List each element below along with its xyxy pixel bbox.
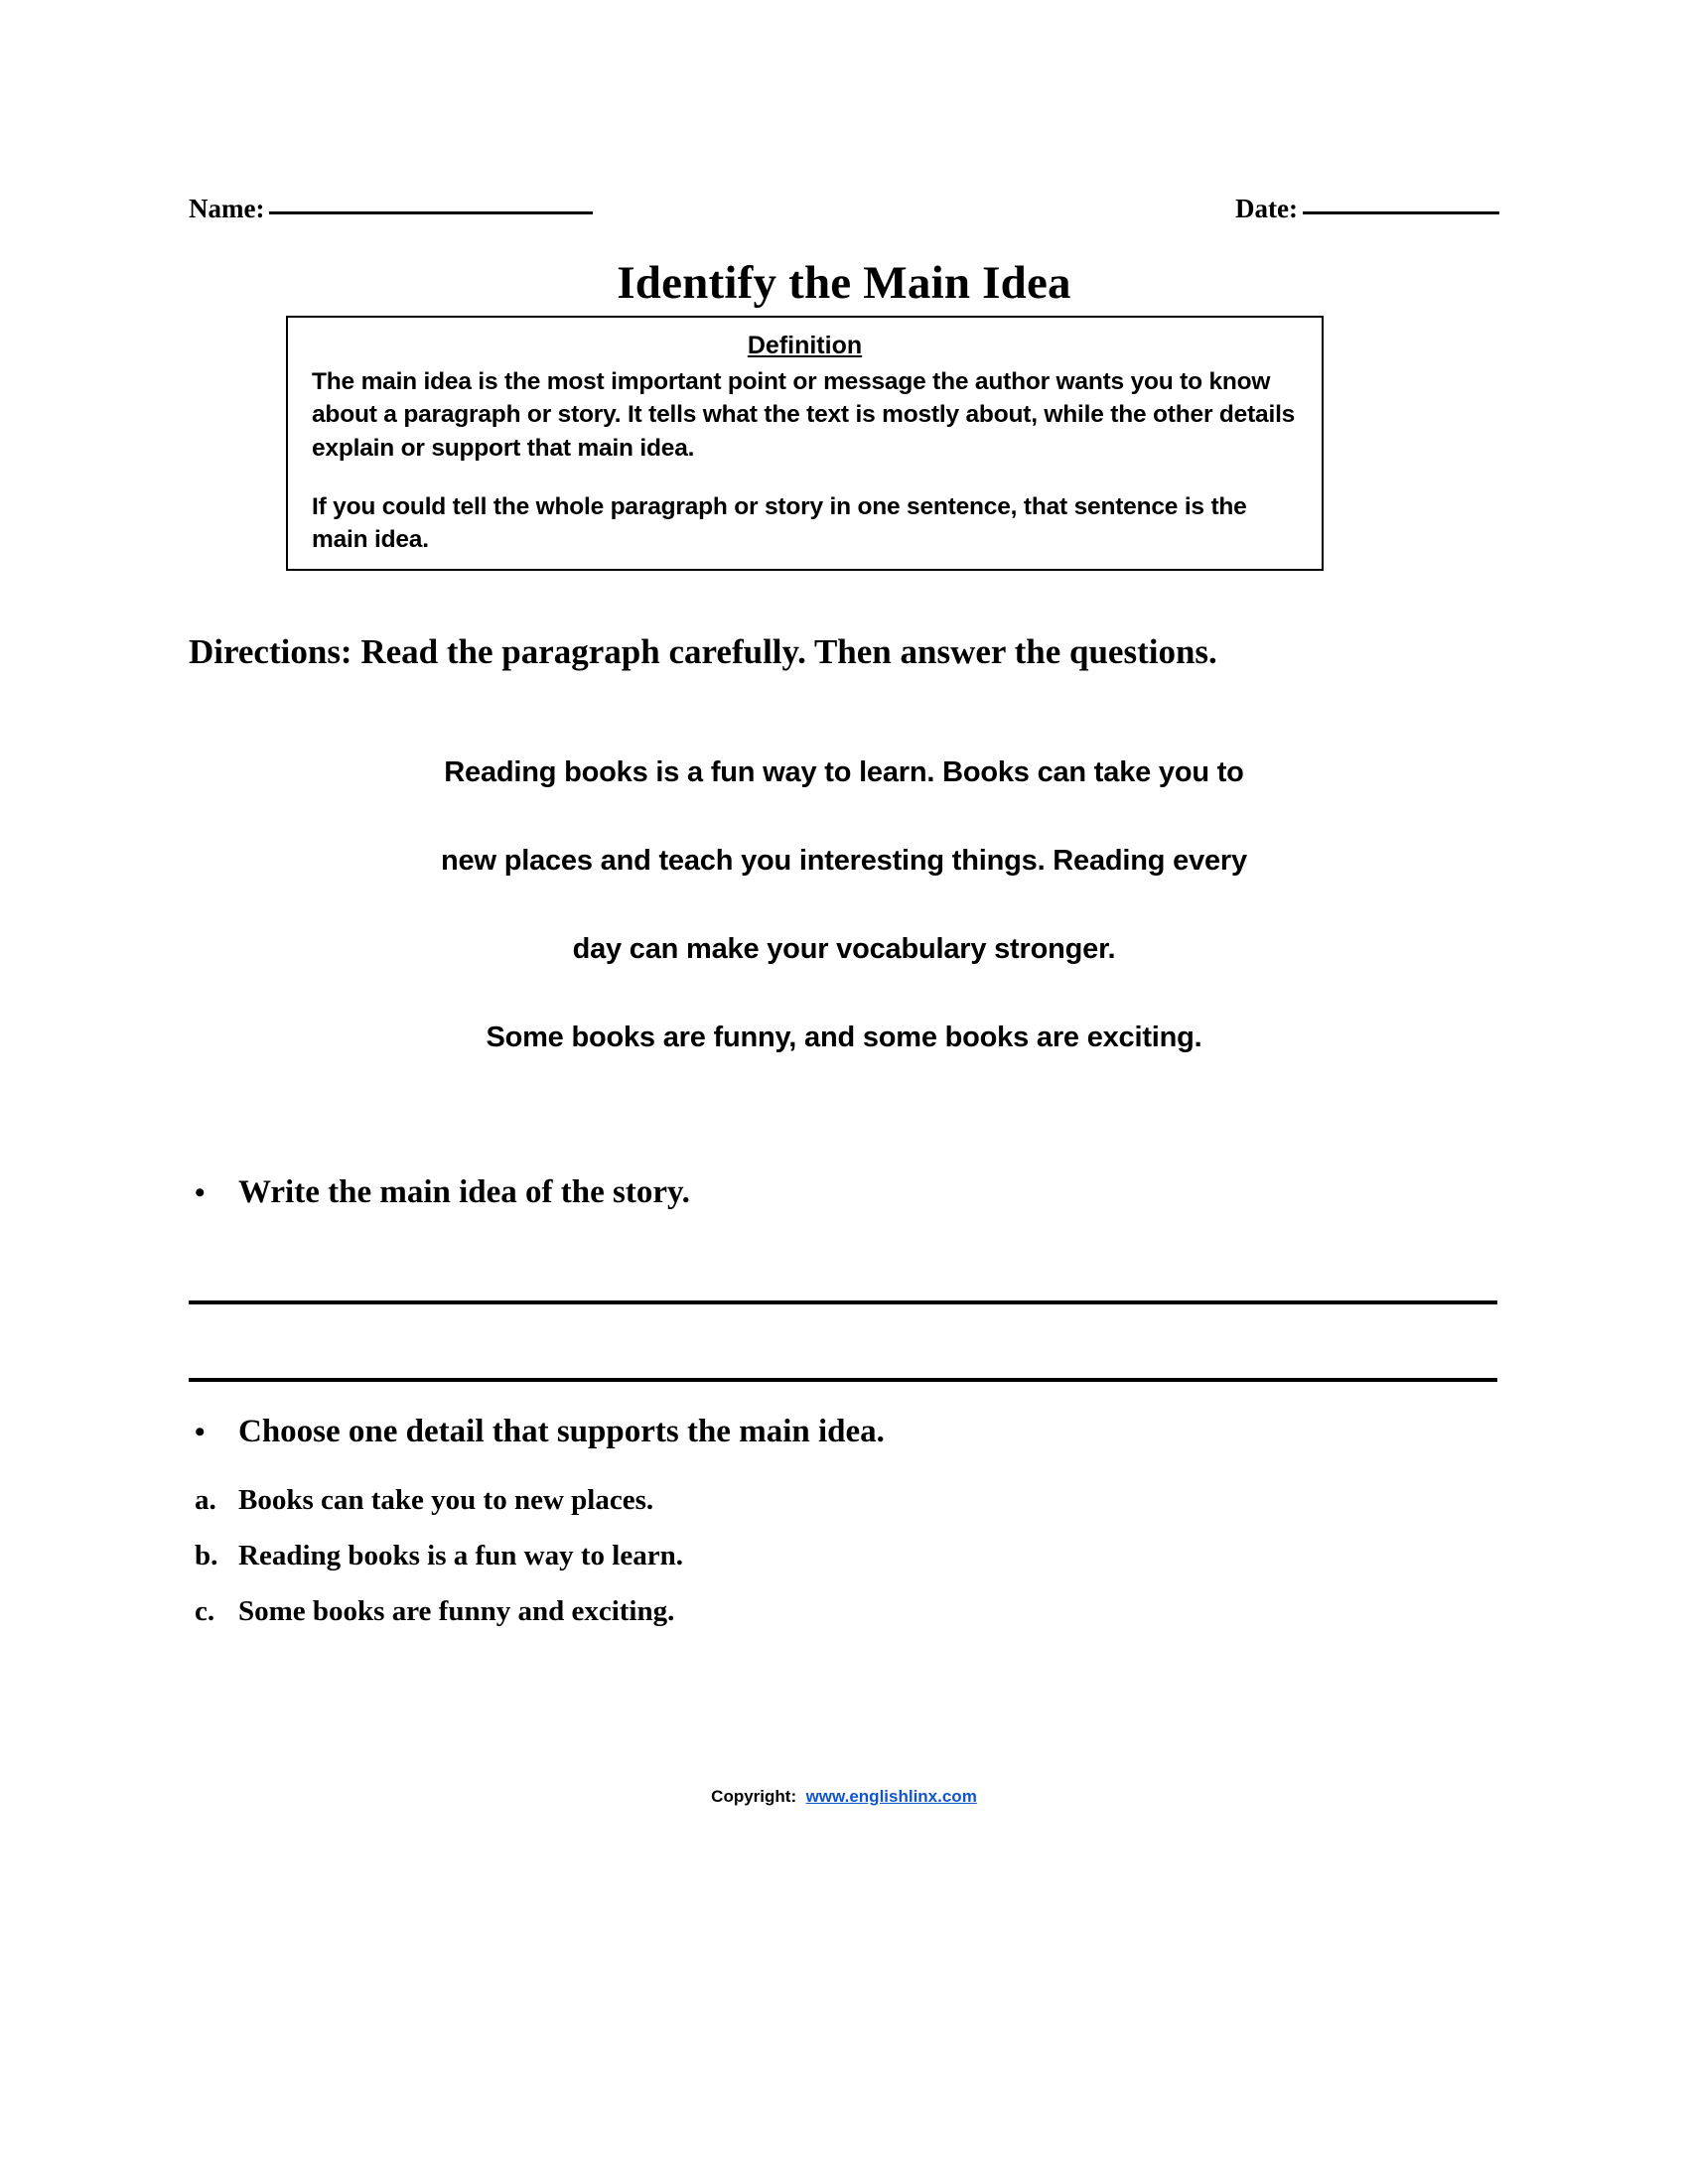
directions-text: Directions: Read the paragraph carefully. Then answer the questions. <box>189 632 1217 671</box>
option-text: Some books are funny and exciting. <box>238 1595 675 1627</box>
definition-spacer <box>312 465 1298 490</box>
student-info-row <box>189 194 1499 224</box>
date-field <box>1235 194 1499 224</box>
option-letter: c. <box>195 1595 215 1627</box>
option-text: Reading books is a fun way to learn. <box>238 1540 683 1571</box>
definition-paragraph-1: The main idea is the most important point or message the author wants you to know about a paragraph or story. It tells what the text is mostly about, while the other details explain or support that main idea. <box>312 368 1296 462</box>
option-text: Books can take you to new places. <box>238 1484 654 1516</box>
bullet-icon: • <box>195 1176 206 1209</box>
name-label: Name: <box>189 194 265 223</box>
date-write-in-line[interactable] <box>1303 210 1499 214</box>
question-choose-detail <box>195 1414 885 1450</box>
option-letter: b. <box>195 1540 218 1571</box>
copyright-footer <box>0 1787 1688 1807</box>
copyright-link[interactable]: www.englishlinx.com <box>805 1787 977 1806</box>
definition-box <box>286 316 1324 571</box>
answer-write-in-line[interactable] <box>189 1378 1497 1382</box>
name-field <box>189 194 593 224</box>
page-title: Identify the Main Idea <box>617 257 1071 309</box>
definition-paragraph-2: If you could tell the whole paragraph or story in one sentence, that sentence is the main idea. <box>312 492 1247 554</box>
story-paragraph <box>189 756 1499 1054</box>
story-line: Reading books is a fun way to learn. Books can take you to <box>444 756 1244 788</box>
option-c[interactable] <box>195 1595 674 1628</box>
question-write-main-idea <box>195 1174 690 1211</box>
story-line: day can make your vocabulary stronger. <box>572 933 1116 965</box>
option-a[interactable] <box>195 1484 653 1517</box>
question-label: Write the main idea of the story. <box>238 1174 690 1210</box>
option-b[interactable] <box>195 1540 683 1572</box>
bullet-icon: • <box>195 1416 206 1448</box>
option-letter: a. <box>195 1484 216 1516</box>
story-line: Some books are funny, and some books are exciting. <box>486 1022 1202 1053</box>
question-label: Choose one detail that supports the main idea. <box>238 1414 885 1449</box>
definition-heading: Definition <box>747 332 863 359</box>
copyright-label: Copyright: <box>711 1787 797 1806</box>
date-label: Date: <box>1235 194 1298 223</box>
story-line: new places and teach you interesting things. Reading every <box>441 845 1247 877</box>
answer-write-in-line[interactable] <box>189 1300 1497 1304</box>
name-write-in-line[interactable] <box>269 210 593 214</box>
